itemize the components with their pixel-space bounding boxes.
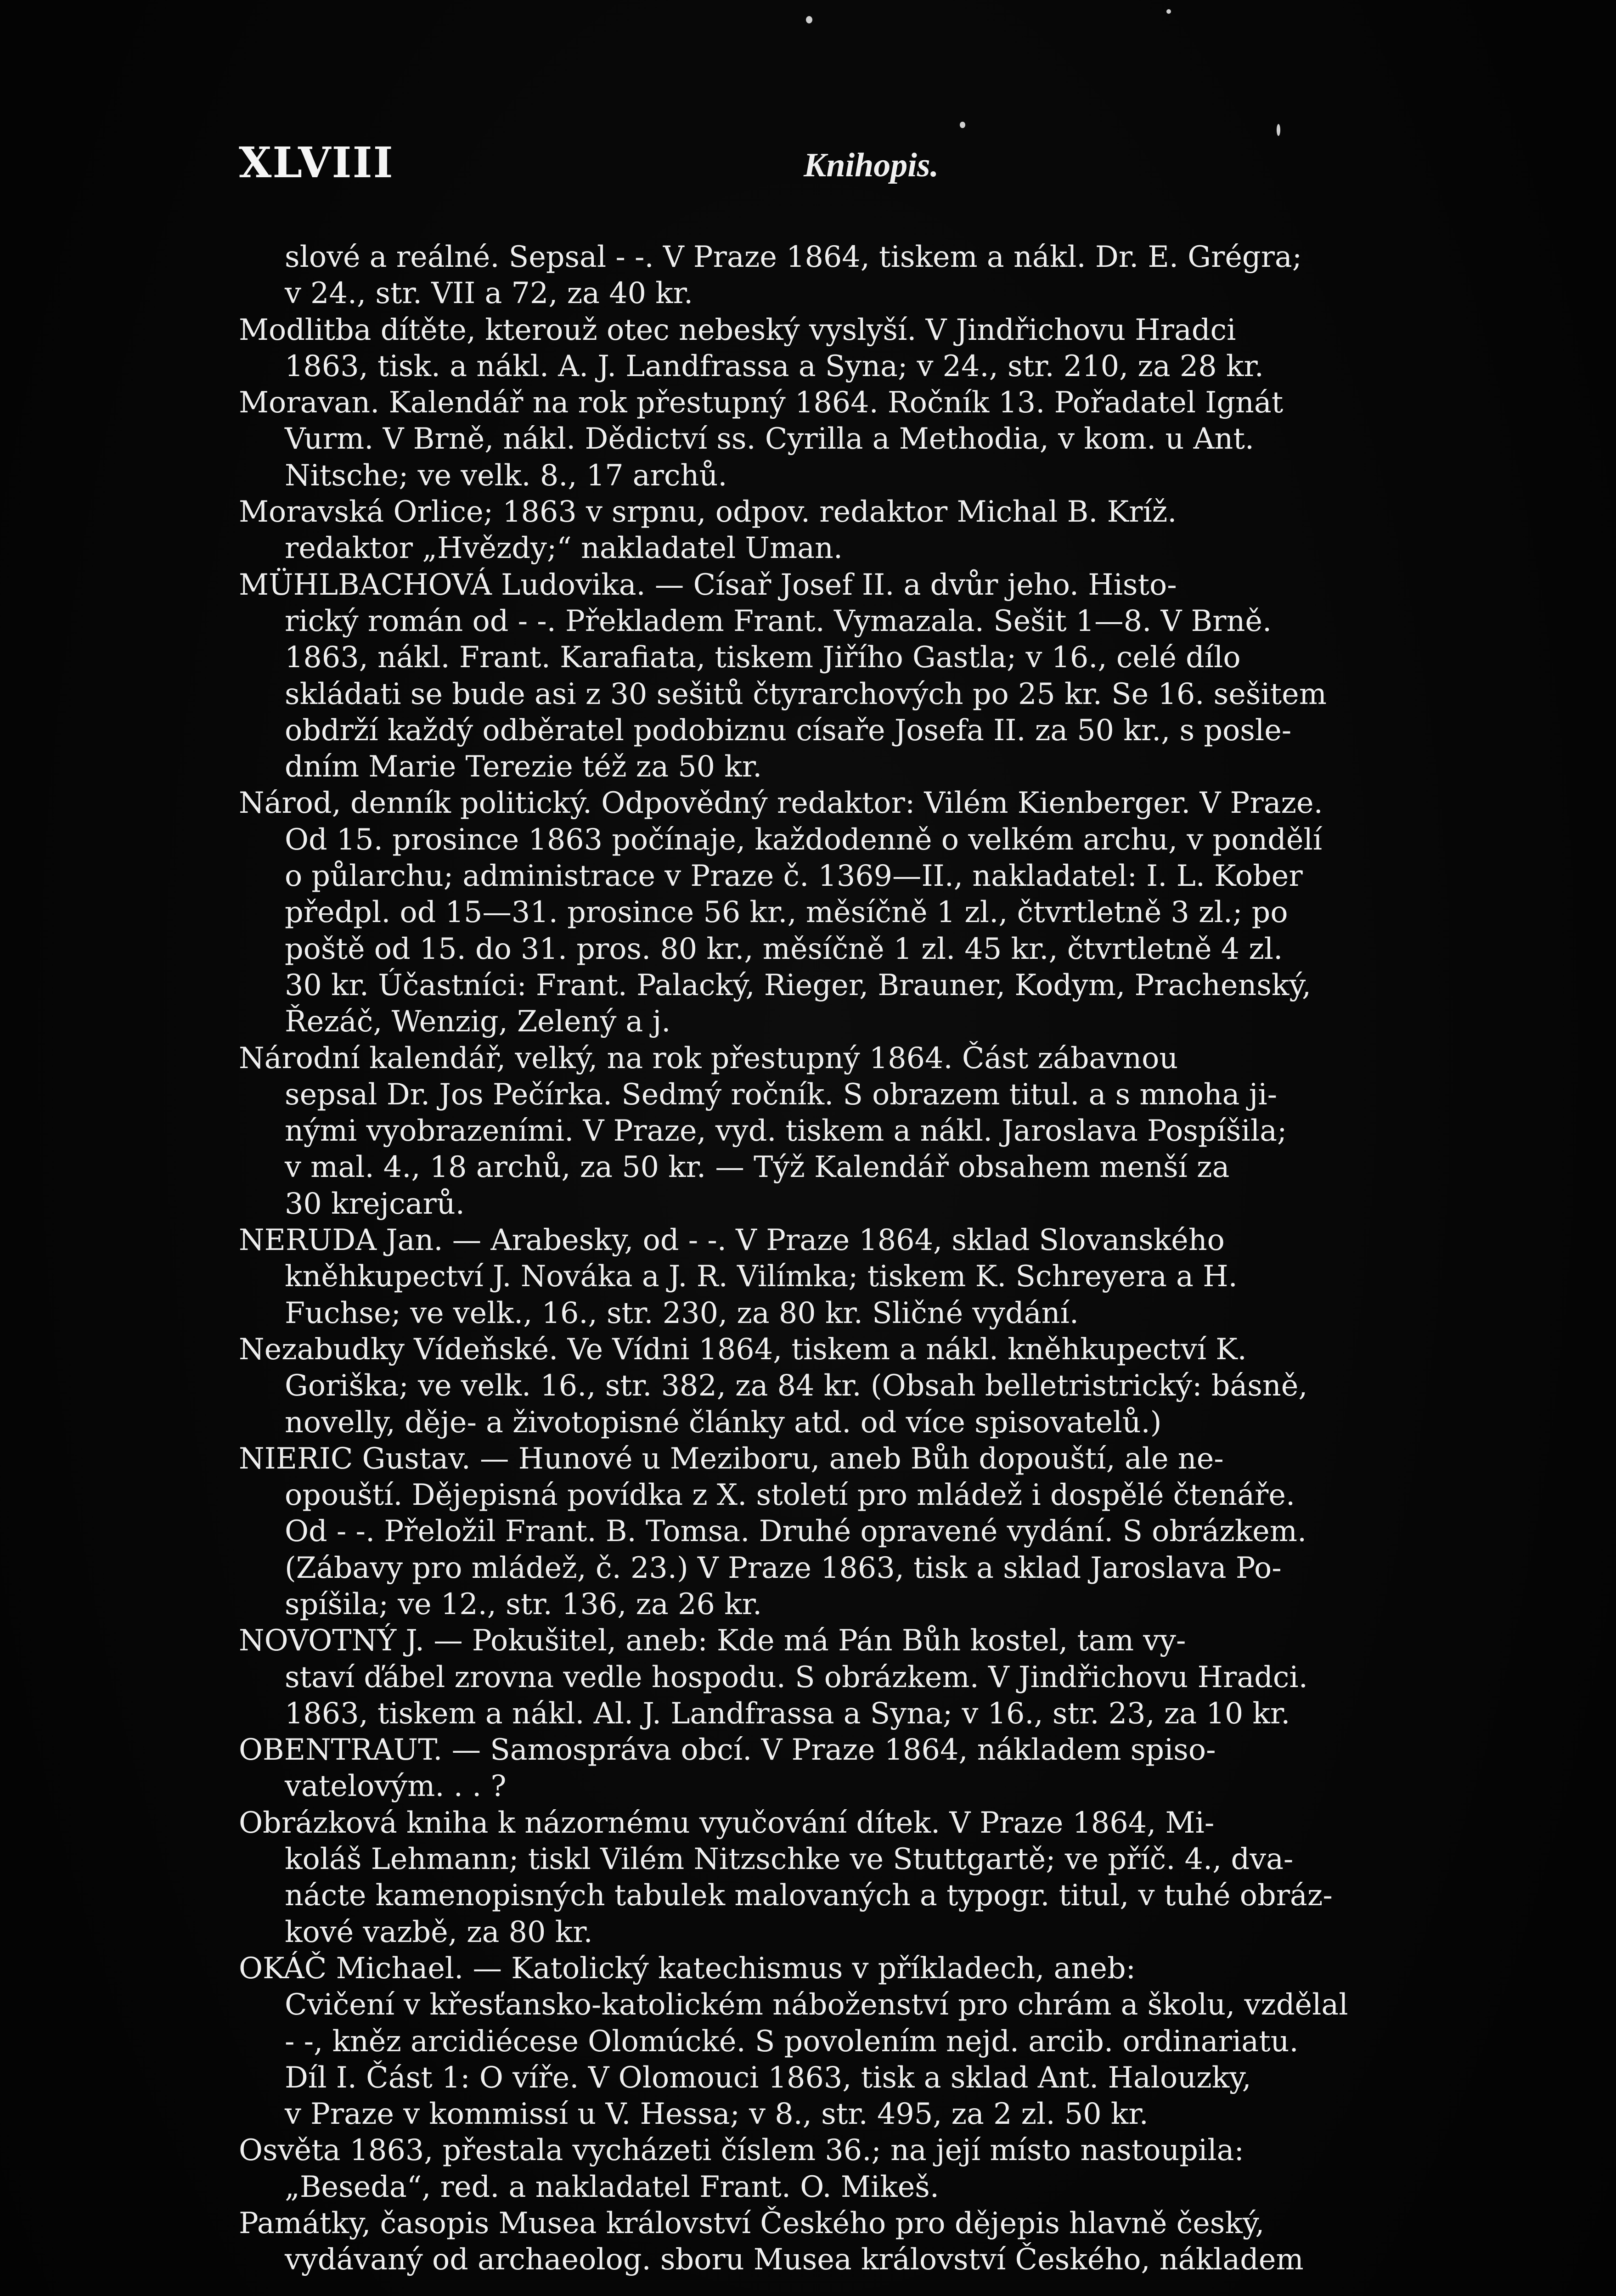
text-line: Díl I. Část 1: O víře. V Olomouci 1863, tisk a sklad Ant. Halouzky, (285, 2060, 1251, 2094)
text-line: o půlarchu; administrace v Praze č. 1369—II., nakladatel: I. L. Kober (285, 859, 1303, 893)
text-line: slové a reálné. Sepsal - -. V Praze 1864, tiskem a nákl. Dr. E. Grégra; (285, 240, 1302, 274)
entry-heading-line: MÜHLBACHOVÁ Ludovika. — Císař Josef II. a dvůr jeho. Histo- (239, 567, 1177, 602)
text-line: dním Marie Terezie též za 50 kr. (285, 749, 762, 784)
text-line: Cvičení v křesťansko-katolickém náboženství pro chrám a školu, vzdělal (285, 1987, 1348, 2022)
text-line: 30 krejcarů. (285, 1186, 465, 1221)
scan-speck (806, 16, 812, 23)
text-line: „Beseda“, red. a nakladatel Frant. O. Mikeš. (285, 2169, 940, 2204)
text-line: staví ďábel zrovna vedle hospodu. S obrázkem. V Jindřichovu Hradci. (285, 1660, 1308, 1694)
entry-heading-line: NIERIC Gustav. — Hunové u Meziboru, aneb Bůh dopouští, ale ne- (239, 1441, 1224, 1475)
text-line: rický román od - -. Překladem Frant. Vymazala. Sešit 1—8. V Brně. (285, 603, 1272, 638)
page-number: XLVIII (239, 138, 394, 187)
text-line: nácte kamenopisných tabulek malovaných a typogr. titul, v tuhé obráz- (285, 1878, 1333, 1913)
text-line: Od - -. Přeložil Frant. B. Tomsa. Druhé opravené vydání. S obrázkem. (285, 1514, 1307, 1548)
scan-speck (1277, 124, 1280, 136)
text-line: v Praze v kommissí u V. Hessa; v 8., str. 495, za 2 zl. 50 kr. (285, 2097, 1149, 2131)
entry-heading-line: Obrázková kniha k názornému vyučování dítek. V Praze 1864, Mi- (239, 1805, 1215, 1840)
text-line: koláš Lehmann; tiskl Vilém Nitzschke ve Stuttgartě; ve příč. 4., dva- (285, 1842, 1294, 1876)
entry-heading-line: Moravan. Kalendář na rok přestupný 1864. Ročník 13. Pořadatel Ignát (239, 385, 1284, 420)
entry-heading-line: OBENTRAUT. — Samospráva obcí. V Praze 1864, nákladem spiso- (239, 1733, 1216, 1767)
entry-heading-line: Památky, časopis Musea království Českého pro dějepis hlavně český, (239, 2206, 1265, 2240)
entry-heading-line: Osvěta 1863, přestala vycházeti číslem 36.; na její místo nastoupila: (239, 2133, 1244, 2167)
text-line: novelly, děje- a životopisné články atd. od více spisovatelů.) (285, 1405, 1162, 1439)
running-title: Knihopis. (804, 146, 939, 184)
text-line: 1863, tisk. a nákl. A. J. Landfrassa a Syna; v 24., str. 210, za 28 kr. (285, 349, 1264, 383)
text-line: Od 15. prosince 1863 počínaje, každodenně o velkém archu, v pondělí (285, 822, 1323, 856)
text-line: Fuchse; ve velk., 16., str. 230, za 80 kr. Sličné vydání. (285, 1295, 1079, 1330)
text-line: Nitsche; ve velk. 8., 17 archů. (285, 458, 727, 492)
text-line: vatelovým. . . ? (285, 1769, 507, 1803)
entry-heading-line: OKÁČ Michael. — Katolický katechismus v příkladech, aneb: (239, 1951, 1136, 1985)
entry-heading-line: Nezabudky Vídeňské. Ve Vídni 1864, tiskem a nákl. kněhkupectví K. (239, 1332, 1247, 1366)
text-line: předpl. od 15—31. prosince 56 kr., měsíčně 1 zl., čtvrtletně 3 zl.; po (285, 895, 1288, 929)
entry-heading-line: Moravská Orlice; 1863 v srpnu, odpov. redaktor Michal B. Kríž. (239, 495, 1177, 529)
entry-heading-line: Národ, denník politický. Odpovědný redaktor: Vilém Kienberger. V Praze. (239, 786, 1323, 820)
text-line: - -, kněz arcidiécese Olomúcké. S povolením nejd. arcib. ordinariatu. (285, 2024, 1299, 2058)
text-line: skládati se bude asi z 30 sešitů čtyrarchových po 25 kr. Se 16. sešitem (285, 676, 1327, 711)
text-line: poště od 15. do 31. pros. 80 kr., měsíčně 1 zl. 45 kr., čtvrtletně 4 zl. (285, 931, 1283, 966)
scan-speck (1166, 9, 1171, 14)
scan-speck (960, 122, 965, 128)
text-line: redaktor „Hvězdy;“ nakladatel Uman. (285, 531, 843, 565)
text-line: Řezáč, Wenzig, Zelený a j. (285, 1004, 671, 1039)
text-line: Vurm. V Brně, nákl. Dědictví ss. Cyrilla a Methodia, v kom. u Ant. (285, 422, 1255, 456)
text-line: sepsal Dr. Jos Pečírka. Sedmý ročník. S obrazem titul. a s mnoha ji- (285, 1077, 1278, 1111)
entry-heading-line: NOVOTNÝ J. — Pokušitel, aneb: Kde má Pán Bůh kostel, tam vy- (239, 1623, 1186, 1658)
text-line: obdrží každý odběratel podobiznu císaře Josefa II. za 50 kr., s posle- (285, 713, 1292, 747)
bibliography-text (239, 239, 1511, 2278)
text-line: kové vazbě, za 80 kr. (285, 1914, 593, 1949)
text-line: opouští. Dějepisná povídka z X. století pro mládež i dospělé čtenáře. (285, 1478, 1295, 1512)
text-line: 1863, tiskem a nákl. Al. J. Landfrassa a Syna; v 16., str. 23, za 10 kr. (285, 1696, 1290, 1730)
entry-heading-line: NERUDA Jan. — Arabesky, od - -. V Praze 1864, sklad Slovanského (239, 1223, 1225, 1257)
text-line: spíšila; ve 12., str. 136, za 26 kr. (285, 1587, 762, 1621)
text-line: v mal. 4., 18 archů, za 50 kr. — Týž Kalendář obsahem menší za (285, 1150, 1230, 1184)
text-line: kněhkupectví J. Nováka a J. R. Vilímka; tiskem K. Schreyera a H. (285, 1259, 1238, 1294)
text-line: 1863, nákl. Frant. Karafiata, tiskem Jiřího Gastla; v 16., celé dílo (285, 640, 1241, 675)
text-line: vydávaný od archaeolog. sboru Musea království Českého, nákladem (285, 2242, 1304, 2277)
text-line: nými vyobrazeními. V Praze, vyd. tiskem a nákl. Jaroslava Pospíšila; (285, 1114, 1287, 1148)
entry-heading-line: Modlitba dítěte, kterouž otec nebeský vyslyší. V Jindřichovu Hradci (239, 312, 1236, 347)
text-line: Goriška; ve velk. 16., str. 382, za 84 kr. (Obsah belletristrický: básně, (285, 1368, 1308, 1403)
page-header (239, 138, 1515, 188)
entry-heading-line: Národní kalendář, velký, na rok přestupný 1864. Část zábavnou (239, 1041, 1178, 1075)
text-line: (Zábavy pro mládež, č. 23.) V Praze 1863, tisk a sklad Jaroslava Po- (285, 1550, 1282, 1585)
text-line: 30 kr. Účastníci: Frant. Palacký, Rieger, Brauner, Kodym, Prachenský, (285, 968, 1312, 1002)
text-line: v 24., str. VII a 72, za 40 kr. (285, 276, 693, 310)
